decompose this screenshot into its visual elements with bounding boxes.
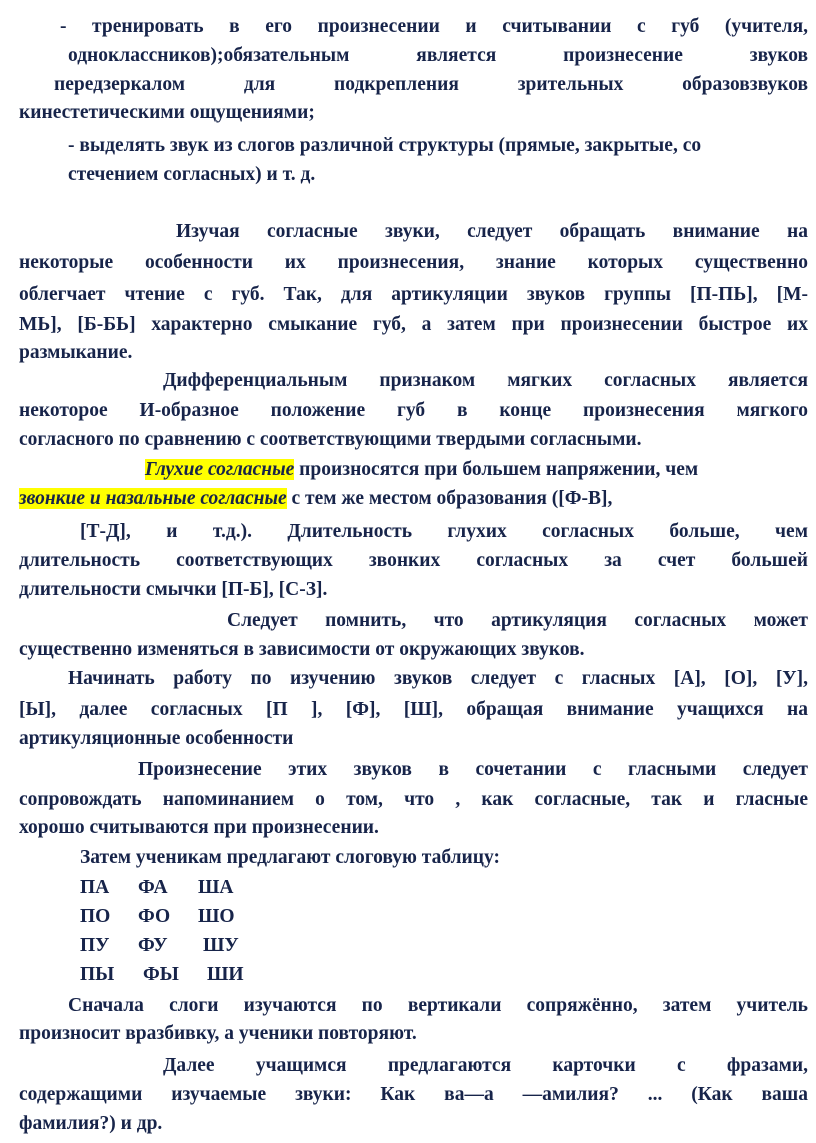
list-line-5: - выделять звук из слогов различной структуры (прямые, закрытые, со [68,135,702,156]
p3-line-1-rest: произносятся при большем напряжении, чем [294,459,699,480]
list-line-1: - тренировать в его произнесении и считывании с губ (учителя, [60,16,808,37]
p6-line-3: хорошо считываются при произнесении. [19,817,379,838]
syllable-cell: ШИ [207,964,244,985]
syllable-cell: ПО [80,906,111,927]
list-line-2: одноклассников);обязательным является произнесение звуков [68,45,808,66]
list-line-6: стечением согласных) и т. д. [68,164,316,185]
p2-line-2: некоторое И-образное положение губ в конце произнесения мягкого [19,400,808,421]
p1-line-1: Изучая согласные звуки, следует обращать внимание на [176,221,808,242]
syllable-cell: ФУ [138,935,168,956]
syllable-cell: ФА [138,877,168,898]
p3-line-4: длительность соответствующих звонких согласных за счет большей [19,550,808,571]
list-line-3: передзеркалом для подкрепления зрительных образовзвуков [54,74,808,95]
highlight-voiceless: Глухие согласные [145,459,295,480]
syllable-cell: ШУ [203,935,239,956]
p3-line-3: [Т-Д], и т.д.). Длительность глухих согласных больше, чем [80,521,808,542]
p4-line-2: существенно изменяться в зависимости от окружающих звуков. [19,639,585,660]
p1-line-4: МЬ], [Б-БЬ] характерно смыкание губ, а затем при произнесении быстрое их [19,314,808,335]
p3-line-5: длительности смычки [П-Б], [С-З]. [19,579,328,600]
p4-line-1: Следует помнить, что артикуляция согласных может [227,610,808,631]
p6-line-2: сопровождать напоминанием о том, что , как согласные, так и гласные [19,789,808,810]
syllable-cell: ПЫ [80,964,115,985]
p5-line-2: [Ы], далее согласных [П ], [Ф], [Ш], обращая внимание учащихся на [19,699,808,720]
p3-line-1 [145,458,698,482]
p9-line-2: содержащими изучаемые звуки: Как ва—а —амилия? ... (Как ваша [19,1084,808,1105]
p8-line-1: Сначала слоги изучаются по вертикали сопряжённо, затем учитель [68,995,808,1016]
list-line-4: кинестетическими ощущениями; [19,102,315,123]
syllable-cell: ПУ [80,935,110,956]
syllable-cell: ПА [80,877,110,898]
syllable-cell: ША [198,877,234,898]
p9-line-3: фамилия?) и др. [19,1113,163,1134]
p5-line-3: артикуляционные особенности [19,728,294,749]
p6-line-1: Произнесение этих звуков в сочетании с гласными следует [138,759,808,780]
highlight-voiced-nasal: звонкие и назальные согласные [19,488,287,509]
syllable-cell: ФЫ [143,964,179,985]
p1-line-3: облегчает чтение с губ. Так, для артикуляции звуков группы [П-ПЬ], [М- [19,284,808,305]
p9-line-1: Далее учащимся предлагаются карточки с фразами, [163,1055,808,1076]
p7-line-1: Затем ученикам предлагают слоговую таблицу: [80,847,500,868]
p1-line-5: размыкание. [19,342,133,363]
p3-line-2-rest: с тем же местом образования ([Ф-В], [286,488,613,509]
p5-line-1: Начинать работу по изучению звуков следует с гласных [А], [О], [У], [68,668,808,689]
p2-line-1: Дифференциальным признаком мягких согласных является [163,370,808,391]
p8-line-2: произносит вразбивку, а ученики повторяют. [19,1023,417,1044]
syllable-cell: ФО [138,906,171,927]
p2-line-3: согласного по сравнению с соответствующими твердыми согласными. [19,429,642,450]
p1-line-2: некоторые особенности их произнесения, знание которых существенно [19,252,808,273]
syllable-cell: ШО [198,906,235,927]
p3-line-2 [19,487,612,511]
